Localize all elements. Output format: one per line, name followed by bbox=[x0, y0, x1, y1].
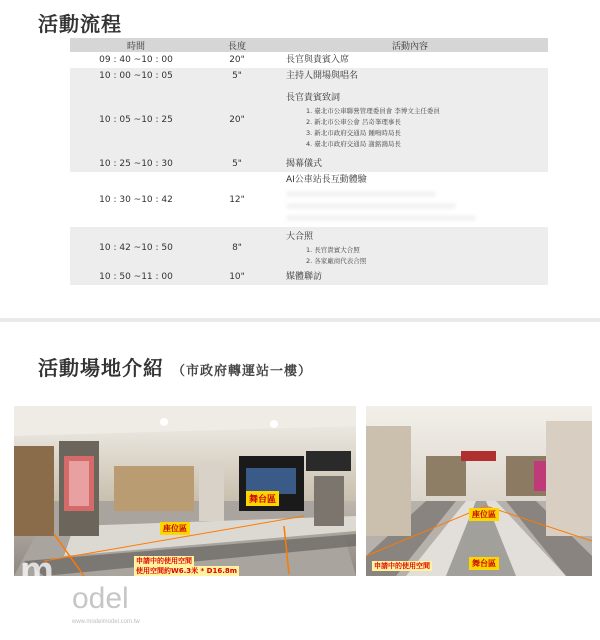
venue-photo-right bbox=[366, 406, 592, 576]
header-length: 長度 bbox=[202, 38, 272, 52]
seat-area-label-left: 座位區 bbox=[160, 522, 190, 535]
agenda-sub-item: 1. 臺北市公車聯營管理委員會 李博文主任委員 bbox=[306, 107, 440, 115]
agenda-length: 10" bbox=[202, 269, 272, 285]
agenda-content-cell bbox=[272, 269, 548, 285]
header-time: 時間 bbox=[70, 38, 202, 52]
watermark-brand: odel bbox=[72, 582, 129, 615]
usage-space-size: 使用空間約W6.3米 * D16.8m bbox=[136, 567, 238, 575]
agenda-content-cell bbox=[272, 227, 548, 269]
stage-area-label-right: 舞台區 bbox=[469, 557, 499, 570]
stage-area-label-left: 舞台區 bbox=[246, 491, 279, 506]
agenda-length: 12" bbox=[229, 194, 245, 205]
agenda-sub-item: 2. 新北市公車公會 呂奇峯理事長 bbox=[306, 118, 401, 126]
agenda-content-cell bbox=[272, 84, 548, 156]
agenda-title: 活動流程 bbox=[38, 12, 122, 36]
agenda-sub-item: 1. 長官貴賓大合照 bbox=[306, 246, 360, 254]
agenda-row bbox=[70, 156, 548, 172]
agenda-length: 20" bbox=[229, 55, 245, 65]
redacted-text bbox=[286, 215, 476, 221]
agenda-content: 媒體聯訪 bbox=[286, 272, 323, 282]
usage-space-label-left: 申請中的使用空間 bbox=[136, 557, 192, 565]
agenda-sub-item: 3. 新北市政府交通局 鍾鳴時局長 bbox=[306, 129, 401, 137]
agenda-row bbox=[70, 84, 548, 156]
agenda-length: 8" bbox=[202, 227, 272, 269]
agenda-time: 10 : 42 ~10 : 50 bbox=[70, 227, 202, 269]
agenda-row bbox=[70, 68, 548, 84]
agenda-content-cell bbox=[272, 172, 548, 227]
agenda-time: 10 : 30 ~10 : 42 bbox=[99, 194, 173, 205]
venue-slide bbox=[0, 322, 600, 640]
agenda-content-cell bbox=[272, 156, 548, 172]
watermark-logo: m bbox=[20, 550, 54, 592]
venue-title-text: 活動場地介紹 bbox=[38, 356, 164, 380]
agenda-length: 20" bbox=[202, 84, 272, 156]
watermark-url: www.modelmodel.com.tw bbox=[72, 619, 140, 625]
redacted-text bbox=[286, 203, 456, 209]
station-interior-image bbox=[14, 406, 356, 576]
agenda-content: 大合照 bbox=[286, 232, 314, 242]
venue-title bbox=[38, 352, 312, 381]
agenda-time: 10 : 25 ~10 : 30 bbox=[70, 156, 202, 172]
usage-space-label-right: 申請中的使用空間 bbox=[374, 562, 430, 570]
agenda-time: 10 : 00 ~10 : 05 bbox=[70, 68, 202, 84]
agenda-content-cell bbox=[272, 52, 548, 68]
venue-photo-left bbox=[14, 406, 356, 576]
agenda-content-cell bbox=[272, 68, 548, 84]
agenda-row bbox=[70, 172, 548, 227]
agenda-sub-item: 2. 各家廠商代表合照 bbox=[306, 257, 367, 265]
agenda-row bbox=[70, 269, 548, 285]
agenda-content: 長官貴賓致詞 bbox=[286, 93, 341, 103]
agenda-length: 5" bbox=[202, 68, 272, 84]
agenda-slide bbox=[0, 0, 600, 318]
agenda-content: 揭幕儀式 bbox=[286, 159, 323, 169]
agenda-time: 09 : 40 ~10 : 00 bbox=[99, 55, 173, 65]
redacted-text bbox=[286, 191, 436, 197]
agenda-length: 5" bbox=[202, 156, 272, 172]
station-corridor-image bbox=[366, 406, 592, 576]
seat-area-label-right: 座位區 bbox=[469, 508, 499, 521]
agenda-row bbox=[70, 227, 548, 269]
agenda-table bbox=[70, 38, 548, 285]
agenda-sub-item: 4. 臺北市政府交通局 謝銘鴻局長 bbox=[306, 140, 401, 148]
agenda-content: 長官與貴賓入席 bbox=[286, 55, 350, 65]
venue-subtitle: （市政府轉運站一樓） bbox=[171, 364, 312, 379]
header-content: 活動內容 bbox=[272, 38, 548, 52]
agenda-content: 主持人開場與唱名 bbox=[286, 71, 359, 81]
agenda-time: 10 : 05 ~10 : 25 bbox=[70, 84, 202, 156]
agenda-content: AI公車站長互動體驗 bbox=[286, 175, 367, 185]
agenda-time: 10 : 50 ~11 : 00 bbox=[70, 269, 202, 285]
agenda-row bbox=[70, 52, 548, 68]
